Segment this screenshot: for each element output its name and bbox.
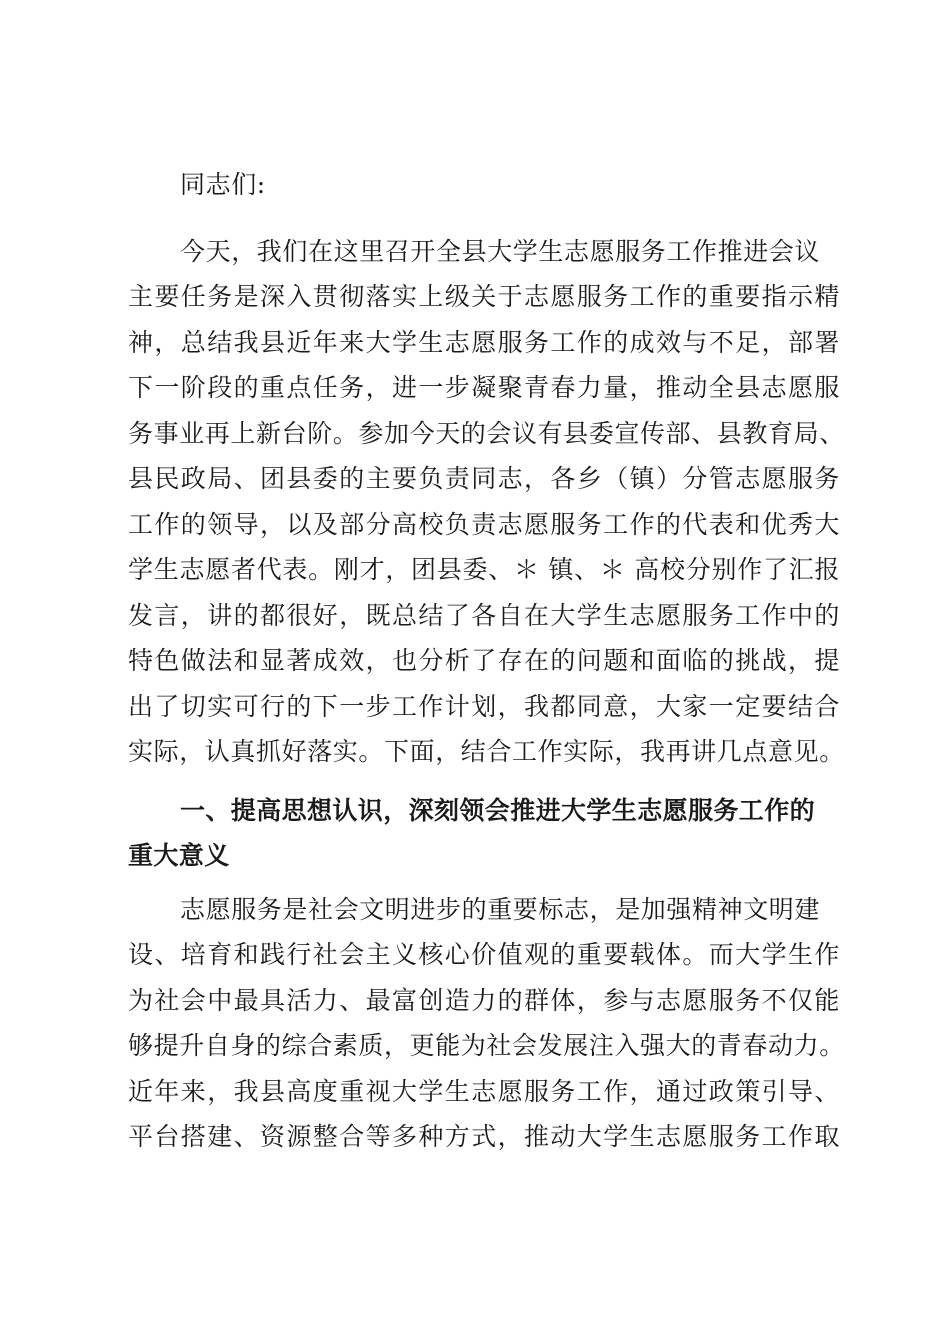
paragraph-line: 近年来，我县高度重视大学生志愿服务工作，通过政策引导、 [128,1076,840,1106]
paragraph-line: 够提升自身的综合素质，更能为社会发展注入强大的青春动力。 [128,1031,845,1060]
paragraph-line: 工作的领导，以及部分高校负责志愿服务工作的代表和优秀大 [128,509,840,539]
paragraph-line: 今天，我们在这里召开全县大学生志愿服务工作推进会议 [180,236,821,266]
paragraph-line: 平台搭建、资源整合等多种方式，推动大学生志愿服务工作取 [128,1122,840,1151]
intro-paragraph [128,229,845,775]
paragraph-line: 学生志愿者代表。刚才，团县委、＊ 镇、＊ 高校分别作了汇报 [128,555,840,584]
paragraph-line: 特色做法和显著成效，也分析了存在的问题和面临的挑战，提 [128,646,840,675]
section-1-paragraph [128,887,845,1160]
paragraph-line: 下一阶段的重点任务，进一步凝聚青春力量，推动全县志愿服 [128,373,840,402]
paragraph-line: 主要任务是深入贯彻落实上级关于志愿服务工作的重要指示精 [128,282,840,311]
heading-line: 一、提高思想认识，深刻领会推进大学生志愿服务工作的 [180,795,816,825]
paragraph-line: 设、培育和践行社会主义核心价值观的重要载体。而大学生作 [128,940,840,969]
salutation: 同志们: [180,170,266,199]
paragraph-line: 为社会中最具活力、最富创造力的群体，参与志愿服务不仅能 [128,985,840,1015]
paragraph-line: 出了切实可行的下一步工作计划，我都同意，大家一定要结合 [128,691,840,721]
paragraph-line: 发言，讲的都很好，既总结了各自在大学生志愿服务工作中的 [128,600,840,630]
document-body [128,162,845,1160]
paragraph-line: 务事业再上新台阶。参加今天的会议有县委宣传部、县教育局、 [128,418,845,448]
paragraph-line: 县民政局、团县委的主要负责同志，各乡（镇）分管志愿服务 [128,464,840,493]
paragraph-line: 神，总结我县近年来大学生志愿服务工作的成效与不足，部署 [128,327,840,357]
paragraph-line: 志愿服务是社会文明进步的重要标志，是加强精神文明建 [180,894,821,924]
heading-line: 重大意义 [128,841,230,870]
paragraph-line: 实际，认真抓好落实。下面，结合工作实际，我再讲几点意见。 [128,737,845,766]
section-1-heading [128,788,840,879]
